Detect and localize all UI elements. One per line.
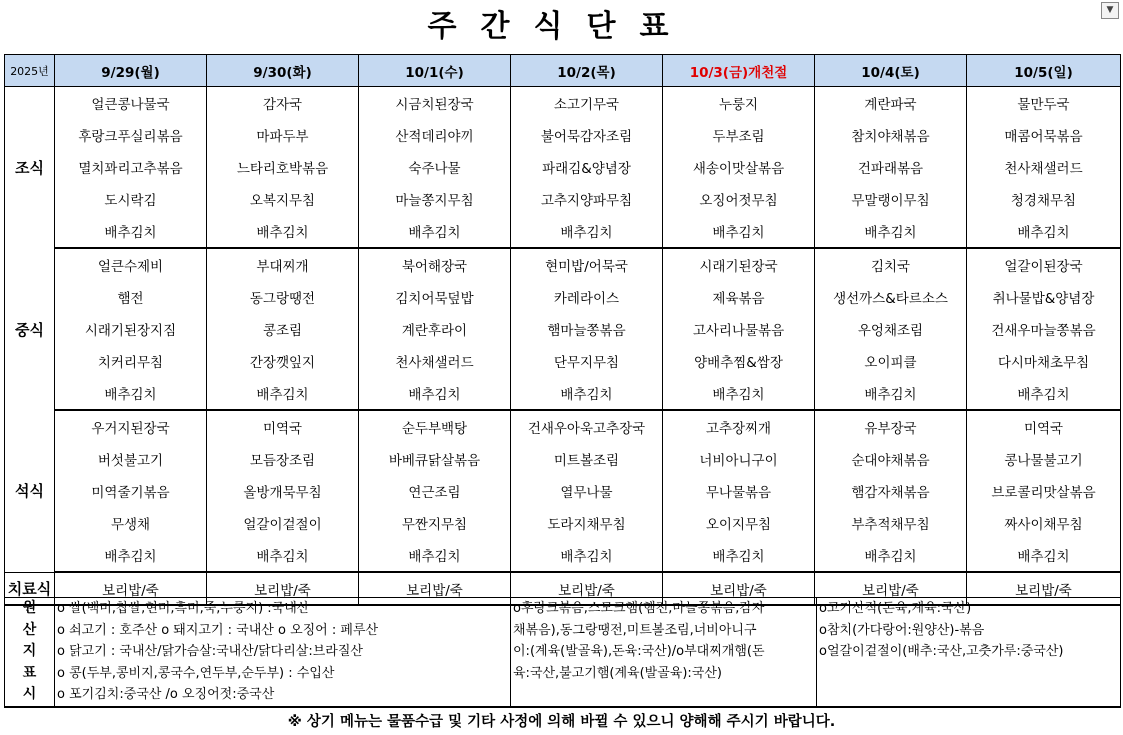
menu-cell: 동그랑땡전	[207, 281, 359, 313]
menu-cell: 모듬장조림	[207, 443, 359, 475]
menu-cell: 콩조림	[207, 313, 359, 345]
menu-cell: 너비아니구이	[663, 443, 815, 475]
day-header: 10/5(일)	[967, 55, 1121, 87]
table-row	[5, 507, 1121, 539]
menu-cell: 부추적채무침	[815, 507, 967, 539]
menu-cell: 보리밥/죽	[207, 572, 359, 605]
table-row	[5, 443, 1121, 475]
menu-cell: 유부장국	[815, 410, 967, 443]
menu-cell: 계란후라이	[359, 313, 511, 345]
origin-col-2: o후랑크볶음,스모크햄(햄전,마늘쫑볶음,감자 채볶음),동그랑땡전,미트볼조림,너비아니구 이:(계육(발골육),돈육:국산)/o부대찌개햄(돈 육:국산,불고기햄(계육(발골육):국산)	[511, 598, 817, 707]
menu-cell: 배추김치	[207, 539, 359, 572]
menu-cell: 우거지된장국	[55, 410, 207, 443]
origin-table	[4, 597, 1121, 708]
meal-label: 조식	[5, 87, 55, 249]
menu-cell: 취나물밥&양념장	[967, 281, 1121, 313]
menu-cell: 마파두부	[207, 119, 359, 151]
menu-cell: 열무나물	[511, 475, 663, 507]
page-title: 주간식단표	[427, 9, 693, 44]
menu-cell: 제육볶음	[663, 281, 815, 313]
menu-cell: 고추장찌개	[663, 410, 815, 443]
menu-cell: 청경채무침	[967, 183, 1121, 215]
menu-cell: 무말랭이무침	[815, 183, 967, 215]
table-row	[5, 87, 1121, 120]
menu-cell: 건새우아욱고추장국	[511, 410, 663, 443]
menu-cell: 도시락김	[55, 183, 207, 215]
menu-cell: 얼갈이겉절이	[207, 507, 359, 539]
menu-cell: 배추김치	[207, 215, 359, 248]
menu-cell: 배추김치	[815, 215, 967, 248]
menu-cell: 무짠지무침	[359, 507, 511, 539]
menu-cell: 브로콜리맛살볶음	[967, 475, 1121, 507]
menu-cell: 생선까스&타르소스	[815, 281, 967, 313]
menu-cell: 올방개묵무침	[207, 475, 359, 507]
menu-cell: 숙주나물	[359, 151, 511, 183]
menu-cell: 배추김치	[663, 215, 815, 248]
menu-cell: 햄전	[55, 281, 207, 313]
menu-cell: 바베큐닭살볶음	[359, 443, 511, 475]
menu-cell: 멸치꽈리고추볶음	[55, 151, 207, 183]
menu-cell: 무생채	[55, 507, 207, 539]
table-row	[5, 151, 1121, 183]
menu-cell: 보리밥/죽	[663, 572, 815, 605]
menu-cell: 시래기된장국	[663, 248, 815, 281]
menu-cell: 파래김&양념장	[511, 151, 663, 183]
menu-cell: 북어해장국	[359, 248, 511, 281]
menu-cell: 새송이맛살볶음	[663, 151, 815, 183]
menu-cell: 보리밥/죽	[815, 572, 967, 605]
menu-cell: 배추김치	[55, 539, 207, 572]
menu-cell: 후랑크푸실리볶음	[55, 119, 207, 151]
menu-cell: 배추김치	[815, 377, 967, 410]
table-row	[5, 345, 1121, 377]
table-row	[5, 410, 1121, 443]
menu-cell: 배추김치	[967, 539, 1121, 572]
day-header: 9/30(화)	[207, 55, 359, 87]
menu-cell: 누룽지	[663, 87, 815, 120]
menu-cell: 배추김치	[511, 215, 663, 248]
menu-cell: 햄마늘쫑볶음	[511, 313, 663, 345]
menu-cell: 짜사이채무침	[967, 507, 1121, 539]
menu-cell: 미트볼조림	[511, 443, 663, 475]
menu-cell: 매콤어묵볶음	[967, 119, 1121, 151]
menu-cell: 무나물볶음	[663, 475, 815, 507]
table-row	[5, 281, 1121, 313]
menu-cell: 다시마채초무침	[967, 345, 1121, 377]
menu-cell: 양배추찜&쌈장	[663, 345, 815, 377]
menu-cell: 순대야채볶음	[815, 443, 967, 475]
menu-cell: 산적데리야끼	[359, 119, 511, 151]
menu-cell: 오징어젓무침	[663, 183, 815, 215]
menu-cell: 느타리호박볶음	[207, 151, 359, 183]
menu-cell: 두부조림	[663, 119, 815, 151]
menu-cell: 김치어묵덮밥	[359, 281, 511, 313]
day-header: 10/3(금)개천절	[663, 55, 815, 87]
menu-cell: 계란파국	[815, 87, 967, 120]
menu-cell: 시래기된장지짐	[55, 313, 207, 345]
menu-cell: 시금치된장국	[359, 87, 511, 120]
menu-cell: 고추지양파무침	[511, 183, 663, 215]
menu-cell: 치커리무침	[55, 345, 207, 377]
meal-label: 중식	[5, 248, 55, 410]
menu-cell: 건새우마늘쫑볶음	[967, 313, 1121, 345]
menu-cell: 보리밥/죽	[967, 572, 1121, 605]
header-row	[5, 55, 1121, 87]
menu-cell: 부대찌개	[207, 248, 359, 281]
menu-cell: 미역국	[967, 410, 1121, 443]
day-header: 10/1(수)	[359, 55, 511, 87]
year-cell: 2025년	[5, 55, 55, 87]
menu-cell: 오복지무침	[207, 183, 359, 215]
menu-cell: 콩나물불고기	[967, 443, 1121, 475]
day-header: 10/4(토)	[815, 55, 967, 87]
menu-cell: 햄감자채볶음	[815, 475, 967, 507]
menu-cell: 미역국	[207, 410, 359, 443]
dropdown-arrow-icon[interactable]: ▼	[1101, 2, 1119, 19]
menu-cell: 배추김치	[359, 215, 511, 248]
menu-cell: 배추김치	[55, 377, 207, 410]
menu-cell: 배추김치	[663, 539, 815, 572]
menu-cell: 배추김치	[967, 377, 1121, 410]
menu-cell: 감자국	[207, 87, 359, 120]
menu-cell: 물만두국	[967, 87, 1121, 120]
menu-cell: 마늘쫑지무침	[359, 183, 511, 215]
table-row	[5, 215, 1121, 248]
origin-label: 원 산 지 표 시	[5, 598, 55, 707]
menu-cell: 간장깻잎지	[207, 345, 359, 377]
menu-cell: 배추김치	[967, 215, 1121, 248]
menu-cell: 배추김치	[359, 377, 511, 410]
menu-cell: 배추김치	[207, 377, 359, 410]
menu-cell: 보리밥/죽	[511, 572, 663, 605]
menu-cell: 보리밥/죽	[55, 572, 207, 605]
table-row	[5, 475, 1121, 507]
menu-table	[4, 54, 1121, 606]
origin-col-3: o고기산적(돈육,계육:국산) o참치(가다랑어:원양산)-볶음 o얼갈이겉절이(배추:국산,고춧가루:중국산)	[817, 598, 1121, 707]
table-row	[5, 248, 1121, 281]
therapy-label: 치료식	[5, 572, 55, 605]
table-row	[5, 183, 1121, 215]
menu-cell: 참치야채볶음	[815, 119, 967, 151]
menu-cell: 배추김치	[815, 539, 967, 572]
meal-label: 석식	[5, 410, 55, 572]
menu-cell: 현미밥/어묵국	[511, 248, 663, 281]
menu-cell: 소고기무국	[511, 87, 663, 120]
origin-col-1: o 쌀(백미,찹쌀,현미,흑미,죽,누룽지) :국내산 o 쇠고기 : 호주산 o 돼지고기 : 국내산 o 오징어 : 페루산 o 닭고기 : 국내산/닭가슴살:국내산/닭다리살:브라질산 o 콩(두부,콩비지,콩국수,연두부,순두부) : 수입산 o 포기김치:중국산 /o 오징어젓:중국산	[55, 598, 511, 707]
menu-cell: 연근조림	[359, 475, 511, 507]
menu-cell: 단무지무침	[511, 345, 663, 377]
menu-cell: 배추김치	[511, 539, 663, 572]
menu-cell: 얼큰수제비	[55, 248, 207, 281]
menu-cell: 오이지무침	[663, 507, 815, 539]
day-header: 10/2(목)	[511, 55, 663, 87]
table-row	[5, 313, 1121, 345]
menu-cell: 건파래볶음	[815, 151, 967, 183]
table-row	[5, 539, 1121, 572]
menu-cell: 배추김치	[663, 377, 815, 410]
menu-cell: 김치국	[815, 248, 967, 281]
menu-cell: 오이피클	[815, 345, 967, 377]
menu-cell: 불어묵감자조림	[511, 119, 663, 151]
menu-cell: 미역줄기볶음	[55, 475, 207, 507]
menu-cell: 배추김치	[55, 215, 207, 248]
menu-cell: 도라지채무침	[511, 507, 663, 539]
menu-cell: 순두부백탕	[359, 410, 511, 443]
menu-cell: 배추김치	[359, 539, 511, 572]
menu-cell: 우엉채조림	[815, 313, 967, 345]
table-row	[5, 119, 1121, 151]
menu-cell: 버섯불고기	[55, 443, 207, 475]
menu-cell: 고사리나물볶음	[663, 313, 815, 345]
menu-cell: 카레라이스	[511, 281, 663, 313]
notice-text: ※ 상기 메뉴는 물품수급 및 기타 사정에 의해 바뀔 수 있으니 양해해 주시기 바랍니다.	[287, 714, 836, 730]
menu-cell: 천사채샐러드	[967, 151, 1121, 183]
menu-cell: 얼큰콩나물국	[55, 87, 207, 120]
menu-cell: 천사채샐러드	[359, 345, 511, 377]
menu-cell: 보리밥/죽	[359, 572, 511, 605]
menu-cell: 배추김치	[511, 377, 663, 410]
day-header: 9/29(월)	[55, 55, 207, 87]
menu-cell: 얼갈이된장국	[967, 248, 1121, 281]
table-row	[5, 377, 1121, 410]
